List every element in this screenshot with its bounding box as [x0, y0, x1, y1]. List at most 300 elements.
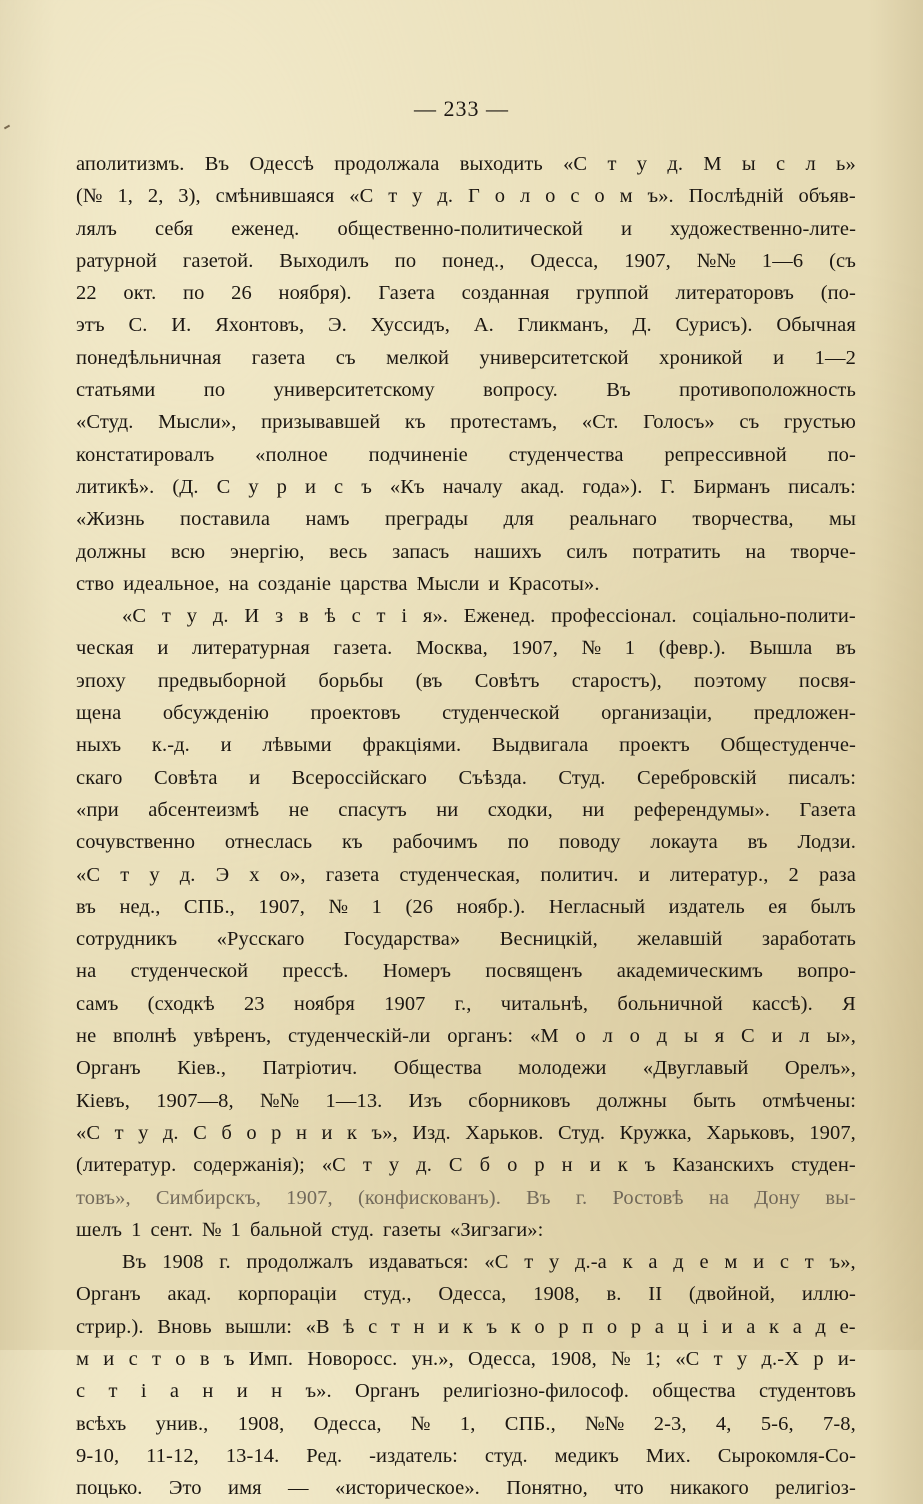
word: вполнѣ — [113, 1025, 177, 1048]
word: должны — [596, 1089, 667, 1112]
word: хроникой — [659, 346, 743, 369]
word: Газета — [378, 282, 435, 305]
word: 1907, — [511, 637, 558, 660]
word: на — [76, 960, 97, 983]
word: «Къ — [389, 475, 425, 498]
word: и — [721, 1315, 733, 1338]
word: Въ — [526, 1186, 551, 1209]
word: т — [108, 1380, 118, 1403]
word: профессіонал. — [551, 605, 677, 628]
margin-mark — [4, 125, 10, 130]
word: щена — [76, 702, 122, 725]
word: Серебровскій — [636, 766, 757, 789]
word: студен- — [791, 1154, 856, 1177]
word: 11-12, — [146, 1444, 199, 1467]
text-line — [76, 826, 856, 858]
word: противоположность — [679, 379, 856, 402]
word: Вновь — [157, 1315, 212, 1338]
text-line — [76, 471, 856, 503]
word: Въ — [204, 153, 230, 175]
word: і — [702, 1315, 709, 1338]
word: Послѣдній — [688, 185, 784, 208]
word: протестамъ, — [450, 411, 558, 434]
word: ы — [741, 153, 756, 175]
word: религіозно-философ. — [443, 1380, 629, 1403]
word: Дону — [754, 1186, 801, 1209]
word: 1907, — [258, 895, 305, 918]
word: репрессивной — [664, 443, 787, 466]
word: сходки, — [487, 798, 553, 821]
text-line — [76, 923, 856, 955]
word: преграды — [385, 508, 469, 531]
word: Одессѣ — [249, 153, 314, 175]
word: газета. — [333, 637, 393, 660]
word: группой — [576, 282, 649, 305]
word: поэтому — [693, 669, 767, 692]
word: художественно-лите- — [670, 217, 856, 240]
word: и — [438, 1315, 450, 1338]
word: раза — [818, 863, 856, 886]
word: 1 — [624, 637, 636, 660]
word: с — [570, 185, 580, 208]
word: Г. — [660, 475, 676, 498]
word: унив., — [155, 1412, 209, 1435]
word: ея — [768, 895, 787, 918]
word: Общестуденче- — [720, 734, 856, 757]
word: съ — [739, 411, 760, 434]
word: потратить — [632, 540, 721, 563]
word: проектъ — [619, 734, 690, 757]
word: ѣ — [324, 605, 336, 628]
word: Государства» — [343, 928, 461, 951]
word: газета — [251, 346, 306, 369]
word: н — [413, 1315, 425, 1338]
word: л — [805, 153, 816, 175]
word: Д. — [632, 314, 652, 337]
word: молодежи — [518, 1057, 607, 1080]
word: посвя- — [798, 669, 856, 692]
word: ъ — [644, 1154, 656, 1177]
word: политич. — [540, 863, 619, 886]
word: по — [183, 282, 205, 305]
word: литикѣ». — [76, 475, 155, 498]
word: у — [248, 475, 259, 498]
word: (февр.). — [658, 637, 726, 660]
word: ратурной — [76, 249, 157, 272]
word: к — [510, 1315, 521, 1338]
word: «историческое». — [335, 1477, 480, 1500]
word: прессѣ. — [282, 960, 349, 983]
word: бальной — [249, 1218, 323, 1241]
word: «С — [349, 185, 374, 208]
word: года»). — [582, 475, 643, 498]
word: Мысли — [416, 572, 480, 595]
word: ъ», — [829, 1251, 856, 1274]
word: призывавшей — [261, 411, 381, 434]
word: больничной — [617, 992, 723, 1015]
word: №№ — [259, 1089, 300, 1112]
word: 26 — [231, 282, 252, 305]
word: т — [114, 1121, 124, 1144]
word: 1907, — [286, 1186, 333, 1209]
text-line — [76, 1182, 856, 1214]
word: ъ — [361, 475, 372, 498]
word: локаута — [650, 831, 718, 854]
word: иллю- — [801, 1283, 856, 1306]
word: имя — [228, 1477, 262, 1500]
word: 1908 — [162, 1251, 204, 1274]
word: л — [602, 1025, 613, 1048]
word: к — [769, 1315, 780, 1338]
word: для — [503, 508, 534, 531]
word: студенческая, — [399, 863, 521, 886]
word: къ — [342, 831, 363, 854]
word: должны — [76, 540, 147, 563]
word: поводу — [558, 831, 621, 854]
word: 1907 — [384, 992, 426, 1015]
word: ъ». — [305, 1380, 332, 1403]
word: б — [479, 1154, 491, 1177]
word: газетой. — [182, 249, 254, 272]
word: Кіев., — [177, 1057, 227, 1080]
word: х — [249, 863, 260, 886]
word: ни — [582, 798, 605, 821]
body-text — [76, 148, 856, 1504]
word: референдумы». — [633, 798, 770, 821]
word: Негласный — [548, 895, 646, 918]
word: продолжала — [334, 153, 440, 175]
word: увѣренъ, — [193, 1025, 272, 1048]
word: идеальное, — [123, 572, 220, 595]
word: р — [558, 1315, 569, 1338]
word: о — [606, 1315, 618, 1338]
word: к.-д. — [151, 734, 190, 757]
text-line — [76, 859, 856, 891]
word: и — [773, 346, 785, 369]
word: лялъ — [76, 217, 117, 240]
word: писалъ: — [788, 766, 856, 789]
word: религіоз- — [775, 1477, 856, 1500]
word: а — [169, 1380, 180, 1403]
word: 3), — [178, 185, 201, 208]
word: студенчества — [508, 443, 624, 466]
word: г. — [219, 1251, 231, 1274]
text-line — [76, 794, 856, 826]
word: «С — [484, 1251, 509, 1274]
word: не — [76, 1025, 97, 1048]
word: всю — [170, 540, 206, 563]
word: сент. — [150, 1218, 193, 1241]
word: Выходилъ — [279, 249, 369, 272]
word: л — [799, 1025, 810, 1048]
word: р — [271, 1121, 282, 1144]
word: Одесса, — [438, 1283, 507, 1306]
word: о — [629, 1025, 641, 1048]
word: запасъ — [392, 540, 450, 563]
word: 1—13. — [325, 1089, 383, 1112]
word: «Жизнь — [76, 508, 145, 531]
word: д. — [179, 863, 196, 886]
word: т — [362, 1154, 372, 1177]
word: 23 — [243, 992, 265, 1015]
word: е- — [839, 1315, 856, 1338]
word: студ. — [484, 1444, 528, 1467]
word: Патріотич. — [262, 1057, 358, 1080]
word: ноября — [293, 992, 355, 1015]
word: т — [120, 863, 130, 886]
word: о — [545, 185, 556, 208]
word: вы- — [825, 1186, 856, 1209]
word: еженед. — [231, 217, 300, 240]
word: Мысли», — [158, 411, 237, 434]
word: рабочимъ — [392, 831, 478, 854]
word: т — [152, 1347, 162, 1370]
word: въ — [76, 895, 96, 918]
word: № — [410, 1412, 431, 1435]
word: «С — [122, 605, 147, 628]
word: И — [244, 605, 260, 628]
word: №№ — [585, 1412, 625, 1435]
word: у — [149, 863, 160, 886]
word: с — [334, 475, 344, 498]
word: о — [246, 1121, 257, 1144]
text-line — [76, 1214, 856, 1246]
word: а — [746, 1315, 756, 1338]
text-line — [76, 245, 856, 277]
word: былъ — [810, 895, 856, 918]
word: 4, — [715, 1412, 732, 1435]
word: быть — [693, 1089, 736, 1112]
word: СПБ., — [504, 1412, 556, 1435]
word: і — [401, 605, 408, 628]
word: д — [815, 1315, 826, 1338]
word: (съ — [829, 249, 856, 272]
word: в — [299, 605, 309, 628]
word: о — [575, 1025, 586, 1048]
word: фракціями. — [362, 734, 462, 757]
word: и — [249, 766, 261, 789]
word: д. — [212, 605, 229, 628]
word: организаціи, — [601, 702, 713, 725]
text-line — [76, 213, 856, 245]
word: и — [589, 1154, 601, 1177]
word: вопросу. — [483, 379, 558, 402]
word: Москва, — [415, 637, 488, 660]
word: «Студ. — [76, 411, 134, 434]
word: по — [394, 249, 417, 272]
text-line — [76, 697, 856, 729]
word: «С — [76, 863, 101, 886]
word: о», — [279, 863, 306, 886]
word: ун.», — [411, 1347, 454, 1370]
word: и — [753, 1251, 765, 1274]
word: студенческій-ли — [288, 1025, 431, 1048]
text-line — [76, 180, 856, 212]
word: д. — [416, 1154, 432, 1177]
word: СПБ., — [183, 895, 235, 918]
word: Яхонтовъ, — [215, 314, 305, 337]
word: лѣвыми — [262, 734, 332, 757]
word: «полное — [255, 443, 328, 466]
word: (въ — [415, 669, 443, 692]
word: п — [582, 1315, 594, 1338]
word: поставила — [180, 508, 271, 531]
word: с — [368, 1315, 378, 1338]
word: Выдвигала — [491, 734, 589, 757]
text-line — [76, 1440, 856, 1472]
word: шелъ — [76, 1218, 123, 1241]
word: окт. — [123, 282, 157, 305]
word: Симбирскъ, — [155, 1186, 261, 1209]
word: газета — [325, 863, 380, 886]
word: 1907—8, — [156, 1089, 234, 1112]
word: Студ. — [557, 1121, 606, 1144]
word: подчиненіе — [368, 443, 468, 466]
word: д. — [667, 153, 684, 175]
word: съ — [335, 346, 356, 369]
word: С — [448, 1154, 463, 1177]
word: г., — [454, 992, 472, 1015]
word: мелкой — [386, 346, 450, 369]
word: 1908, — [237, 1412, 285, 1435]
word: студентовъ — [759, 1380, 856, 1403]
word: г. — [575, 1186, 588, 1209]
word: II — [648, 1283, 663, 1306]
text-line — [76, 665, 856, 697]
text-line — [76, 536, 856, 568]
word: «Двуглавый — [642, 1057, 749, 1080]
word: Красоты». — [508, 572, 600, 595]
word: «С — [76, 1121, 101, 1144]
word: весь — [329, 540, 368, 563]
word: е — [699, 1251, 709, 1274]
word: Съѣзда. — [458, 766, 527, 789]
word: (конфискованъ). — [357, 1186, 501, 1209]
word: предвыборной — [157, 669, 287, 692]
word: С. — [128, 314, 148, 337]
word: (сходкѣ — [147, 992, 215, 1015]
word: самъ — [76, 992, 119, 1015]
word: в — [199, 1347, 210, 1370]
word: (двойной, — [688, 1283, 776, 1306]
word: у — [736, 1347, 748, 1370]
word: у — [388, 1154, 400, 1177]
text-line — [76, 729, 856, 761]
text-line — [76, 406, 856, 438]
word: р — [276, 475, 288, 498]
word: 5-6, — [760, 1412, 794, 1435]
word: издатель — [668, 895, 745, 918]
word: энергію, — [230, 540, 305, 563]
word: о — [534, 1315, 545, 1338]
word: к — [617, 1154, 628, 1177]
text-line — [76, 1246, 856, 1278]
word: предложен- — [753, 702, 856, 725]
word: д — [673, 1251, 684, 1274]
word: на — [708, 1186, 730, 1209]
word: д.-Х — [761, 1347, 800, 1370]
word: с — [128, 1347, 138, 1370]
word: не — [288, 798, 309, 821]
word: 1, — [117, 185, 134, 208]
word: Совѣтъ — [474, 669, 540, 692]
word: этъ — [76, 314, 105, 337]
word: н — [271, 1380, 283, 1403]
word: ныхъ — [76, 734, 122, 757]
word: Харьков. — [465, 1121, 544, 1144]
word: Кіевъ, — [76, 1089, 130, 1112]
word: ъ», — [371, 1121, 398, 1144]
text-line — [76, 1052, 856, 1084]
word: 2-3, — [653, 1412, 687, 1435]
word: з — [275, 605, 284, 628]
word: Ростовѣ — [612, 1186, 684, 1209]
word: ческая — [76, 637, 134, 660]
word: т — [607, 153, 617, 175]
text-line — [76, 342, 856, 374]
word: у — [636, 153, 648, 175]
word: а — [792, 1315, 802, 1338]
word: Ред. — [306, 1444, 343, 1467]
word: м — [76, 1347, 90, 1370]
word: я — [714, 1025, 725, 1048]
word: студ. — [331, 1218, 374, 1241]
word: Номеръ — [382, 960, 452, 983]
word: а — [648, 1251, 658, 1274]
word: о — [507, 1154, 518, 1177]
word: н — [295, 1121, 308, 1144]
word: по — [203, 379, 226, 402]
word: Я — [842, 992, 856, 1015]
word: 1—2 — [814, 346, 856, 369]
word: н — [202, 1380, 214, 1403]
word: і — [140, 1380, 147, 1403]
word: спасутъ — [338, 798, 407, 821]
word: ноябр.). — [456, 895, 526, 918]
word: д. — [437, 185, 454, 208]
word: ы», — [826, 1025, 856, 1048]
word: объяв- — [798, 185, 856, 208]
word: Орелъ», — [784, 1057, 856, 1080]
word: и — [236, 1380, 248, 1403]
word: смѣнившаяся — [215, 185, 335, 208]
word: (26 — [405, 895, 434, 918]
word: С — [193, 1121, 207, 1144]
word: созданная — [461, 282, 550, 305]
word: и — [621, 217, 633, 240]
word: т — [376, 605, 386, 628]
word: статьями — [76, 379, 156, 402]
word: у — [138, 1121, 149, 1144]
word: 1 — [131, 1218, 142, 1241]
word: желавшій — [637, 928, 723, 951]
word: Въ — [606, 379, 631, 402]
text-line — [76, 632, 856, 664]
word: борьбы — [318, 669, 384, 692]
word: т — [388, 185, 398, 208]
word: сочувственно — [76, 831, 196, 854]
word: Сурисъ). — [675, 314, 753, 337]
word: с — [76, 1380, 86, 1403]
word: Это — [168, 1477, 202, 1500]
word: Г — [467, 185, 480, 208]
word: Обычная — [776, 314, 856, 337]
word: 1908, — [533, 1283, 580, 1306]
word: на — [745, 540, 766, 563]
word: Органъ — [355, 1380, 420, 1403]
word: Еженед. — [463, 605, 536, 628]
word: студ., — [363, 1283, 412, 1306]
